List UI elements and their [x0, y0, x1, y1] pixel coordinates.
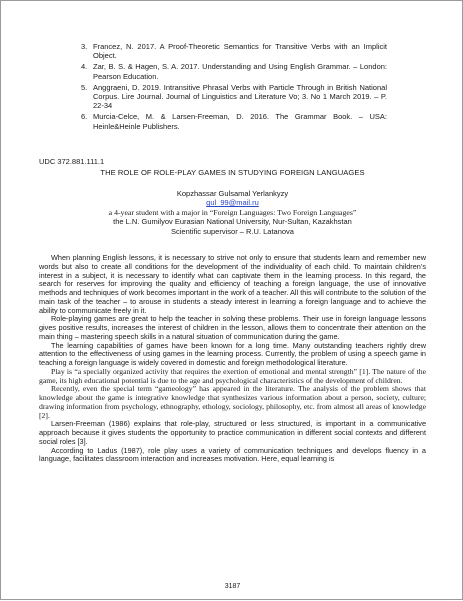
body-paragraph: The learning capabilities of games have been known for a long time. Many outstanding teachers rightly drew attention to the effectiveness of using games in the learning process. Currently, the problem of using a speech game in teaching a foreign language is widely covered in domestic and foreign methodological literature.: [39, 340, 426, 367]
reference-item: [81, 83, 387, 111]
author-affiliation-line2: the L.N. Gumilyov Eurasian National University, Nur-Sultan, Kazakhstan: [113, 217, 352, 227]
reference-item: [81, 42, 387, 60]
reference-number: 3.: [81, 42, 88, 51]
body-paragraph: According to Ladus (1987), role play uses a variety of communication techniques and develops fluency in a language, facilitates classroom interaction and increases motivation. Here, equal learning is: [39, 445, 426, 464]
reference-number: 4.: [81, 62, 88, 72]
body-paragraph: When planning English lessons, it is necessary to strive not only to ensure that students learn and remember new words but also to create all conditions for the development of the individuality of each child. To maintain children’s interest in a subject, it is necessary to identify what can captivate them in the learning process. In this regard, the search for reserves for improving the quality and efficiency of teaching a foreign language, the use of innovative methods and techniques of work becomes important in the work of a teacher. All this will contribute to the solution of the main task of the teacher – to arouse in students a steady interest in learning a foreign language and to achieve the ability to communicate freely in it.: [39, 253, 426, 315]
scientific-supervisor: Scientific supervisor – R.U. Latanova: [171, 226, 294, 236]
author-affiliation-line1: a 4-year student with a major in “Foreign Languages: Two Foreign Languages”: [108, 207, 357, 217]
body-paragraph: Larsen-Freeman (1986) explains that role-play, structured or less structured, is important in a communicative approach because it gives students the opportunity to practice communication in different social contexts and different social roles [3].: [39, 419, 426, 446]
body-paragraph: Role-playing games are great to help the teacher in solving these problems. Their use in foreign language lessons gives positive results, increases the interest of children in the lesson, allows them to concentrate their attention on the main thing – mastering speech skills in a natural situation of communication during the game.: [39, 314, 426, 341]
body-paragraph: Recently, even the special term “gameology” has appeared in the literature. The analysis of the problem shows that knowledge about the game is integrative knowledge that synthesizes various information about a person, society, culture; drawing information from psychology, ethnography, ethology, sociology, philosophy, etc. from almost all areas of knowledge [2].: [39, 384, 426, 420]
reference-number: 6.: [81, 112, 88, 122]
reference-item: [81, 62, 387, 80]
reference-item: [81, 112, 387, 130]
reference-text: Anggraeni, D. 2019. Intransitive Phrasal Verbs with Particle Through in British National Corpus. Lire Journal. Journal of Linguistics and Literature Vo; 3. No 1 March 2019. – P. 22-34: [93, 82, 387, 111]
body-paragraph: Play is “a specially organized activity that requires the exertion of emotional and mental strength” [1]. The nature of the game, its high educational potential is due to the age and psychological characteristics of the development of children.: [39, 366, 426, 385]
document-page: [1, 1, 463, 601]
author-name: Kopzhassar Gulsamal Yerlankyzy: [176, 189, 289, 198]
article-body: [39, 254, 426, 464]
article-title: THE ROLE OF ROLE-PLAY GAMES IN STUDYING FOREIGN LANGUAGES: [100, 168, 365, 177]
page-number: 3187: [224, 583, 241, 590]
author-email-link[interactable]: gul_99@mail.ru: [206, 198, 259, 208]
reference-text: Zar, B. S. & Hagen, S. A. 2017. Understanding and Using English Grammar. – London: Pearson Education.: [93, 62, 387, 81]
reference-list: [81, 42, 387, 133]
author-block: [39, 189, 426, 236]
udc-code: UDC 372.881.111.1: [39, 157, 105, 166]
reference-text: Murcia-Celce, M. & Larsen-Freeman, D. 2016. The Grammar Book. – USA: Heinle&Heinle Publishers.: [93, 112, 387, 131]
reference-number: 5.: [81, 82, 88, 92]
reference-text: Francez, N. 2017. A Proof-Theoretic Semantics for Transitive Verbs with an Implicit Object.: [93, 42, 387, 61]
